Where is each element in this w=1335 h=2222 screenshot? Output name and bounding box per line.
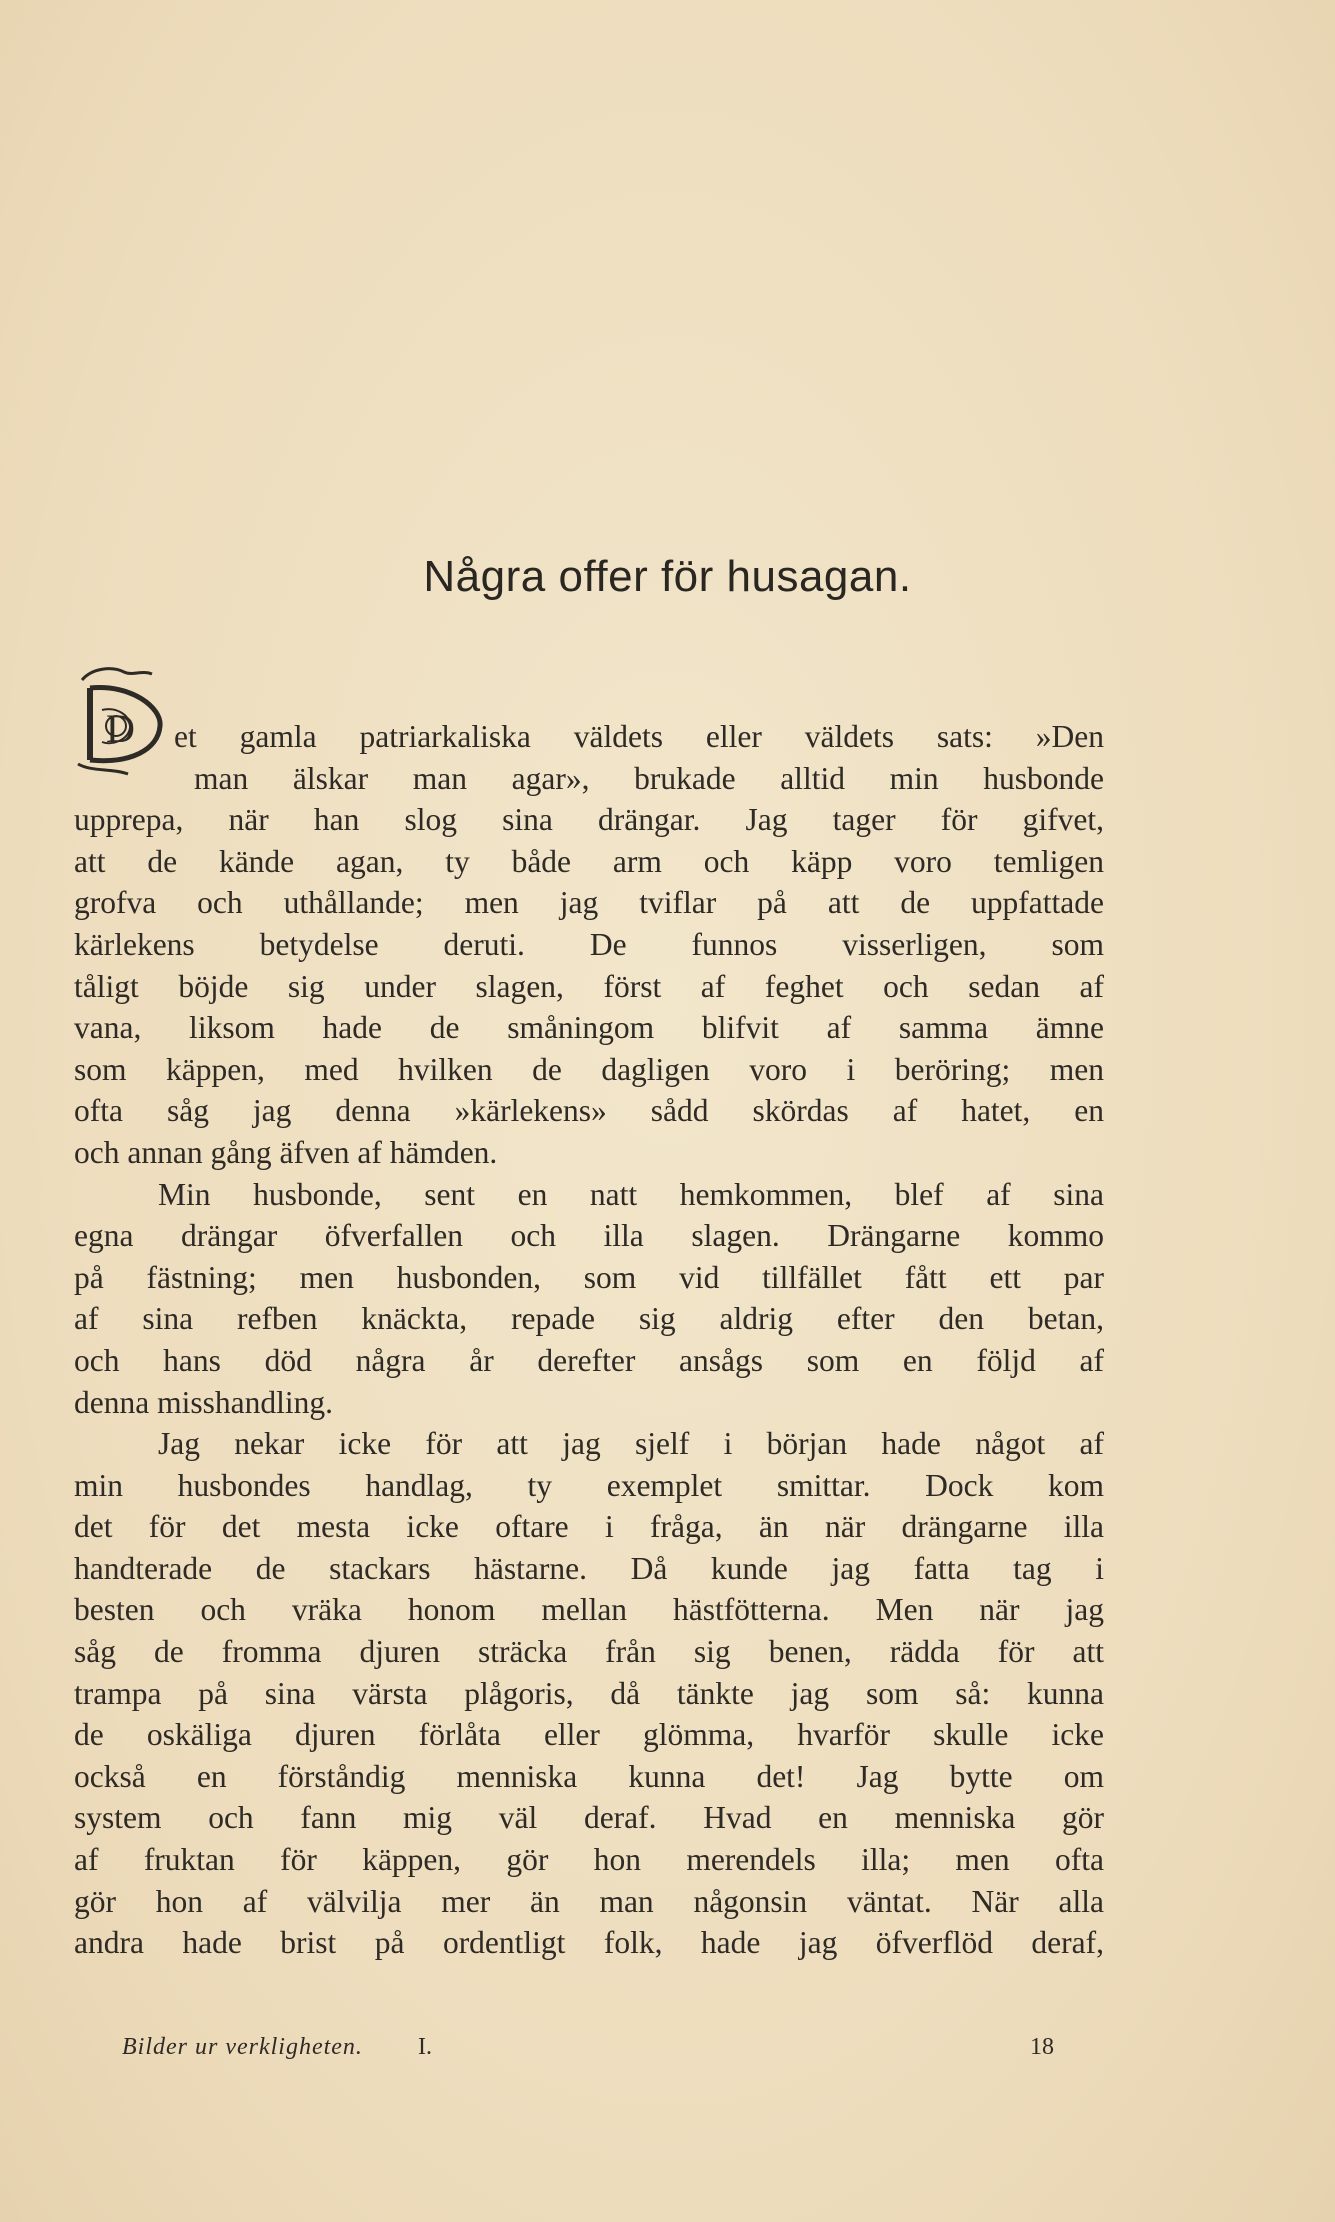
text-line: såg de fromma djuren sträcka från sig benen, rädda för att (74, 1634, 1104, 1670)
text-line: det för det mesta icke oftare i fråga, än när drängarne illa (74, 1509, 1104, 1545)
text-line: gör hon af välvilja mer än man någonsin väntat. När alla (74, 1883, 1104, 1919)
text-line: et gamla patriarkaliska väldets eller väldets sats: »Den (174, 719, 1104, 754)
text-line: man älskar man agar», brukade alltid min husbonde (194, 760, 1104, 796)
text-line: på fästning; men husbonden, som vid tillfället fått ett par (74, 1259, 1104, 1295)
text-line: och annan gång äfven af hämden. (74, 1134, 498, 1170)
text-line: vana, liksom hade de småningom blifvit af samma ämne (74, 1010, 1104, 1046)
footer-signature: 18 (1030, 2034, 1054, 2060)
text-line: som käppen, med hvilken de dagligen voro i beröring; men (74, 1051, 1104, 1087)
text-line: denna misshandling. (74, 1384, 333, 1420)
text-line: tåligt böjde sig under slagen, först af feghet och sedan af (74, 968, 1104, 1004)
body-text (74, 716, 1104, 1964)
text-line: Min husbonde, sent en natt hemkommen, blef af sina (158, 1176, 1104, 1212)
show-through-text (700, 180, 1260, 610)
text-line: och hans död några år derefter ansågs som en följd af (74, 1342, 1104, 1378)
text-line: ofta såg jag denna »kärlekens» sådd skördas af hatet, en (74, 1093, 1104, 1129)
chapter-title: Några offer för husagan. (423, 552, 912, 601)
text-line: min husbondes handlag, ty exemplet smittar. Dock kom (74, 1467, 1104, 1503)
text-line: andra hade brist på ordentligt folk, hade jag öfverflöd deraf, (74, 1925, 1104, 1961)
text-line: kärlekens betydelse deruti. De funnos visserligen, som (74, 926, 1104, 962)
text-line: också en förståndig menniska kunna det! Jag bytte om (74, 1758, 1104, 1794)
footer-volume: I. (418, 2034, 432, 2060)
text-line: de oskäliga djuren förlåta eller glömma, hvarför skulle icke (74, 1717, 1104, 1753)
text-line: grofva och uthållande; men jag tviflar på att de uppfattade (74, 885, 1104, 921)
text-line: af sina refben knäckta, repade sig aldrig efter den betan, (74, 1301, 1104, 1337)
text-line: besten och vräka honom mellan hästfötterna. Men när jag (74, 1592, 1104, 1628)
text-line: trampa på sina värsta plågoris, då tänkte jag som så: kunna (74, 1675, 1104, 1711)
text-line: upprepa, när han slog sina drängar. Jag tager för gifvet, (74, 802, 1104, 838)
footer-source: Bilder ur verkligheten. (122, 2034, 363, 2060)
text-line: af fruktan för käppen, gör hon merendels illa; men ofta (74, 1842, 1104, 1878)
text-line: egna drängar öfverfallen och illa slagen. Drängarne kommo (74, 1218, 1104, 1254)
text-line: Jag nekar icke för att jag sjelf i början hade något af (158, 1426, 1104, 1462)
text-line: handterade de stackars hästarne. Då kunde jag fatta tag i (74, 1550, 1104, 1586)
text-line: system och fann mig väl deraf. Hvad en menniska gör (74, 1800, 1104, 1836)
dropcap-letter: D (106, 706, 135, 751)
text-line: att de kände agan, ty både arm och käpp voro temligen (74, 843, 1104, 879)
